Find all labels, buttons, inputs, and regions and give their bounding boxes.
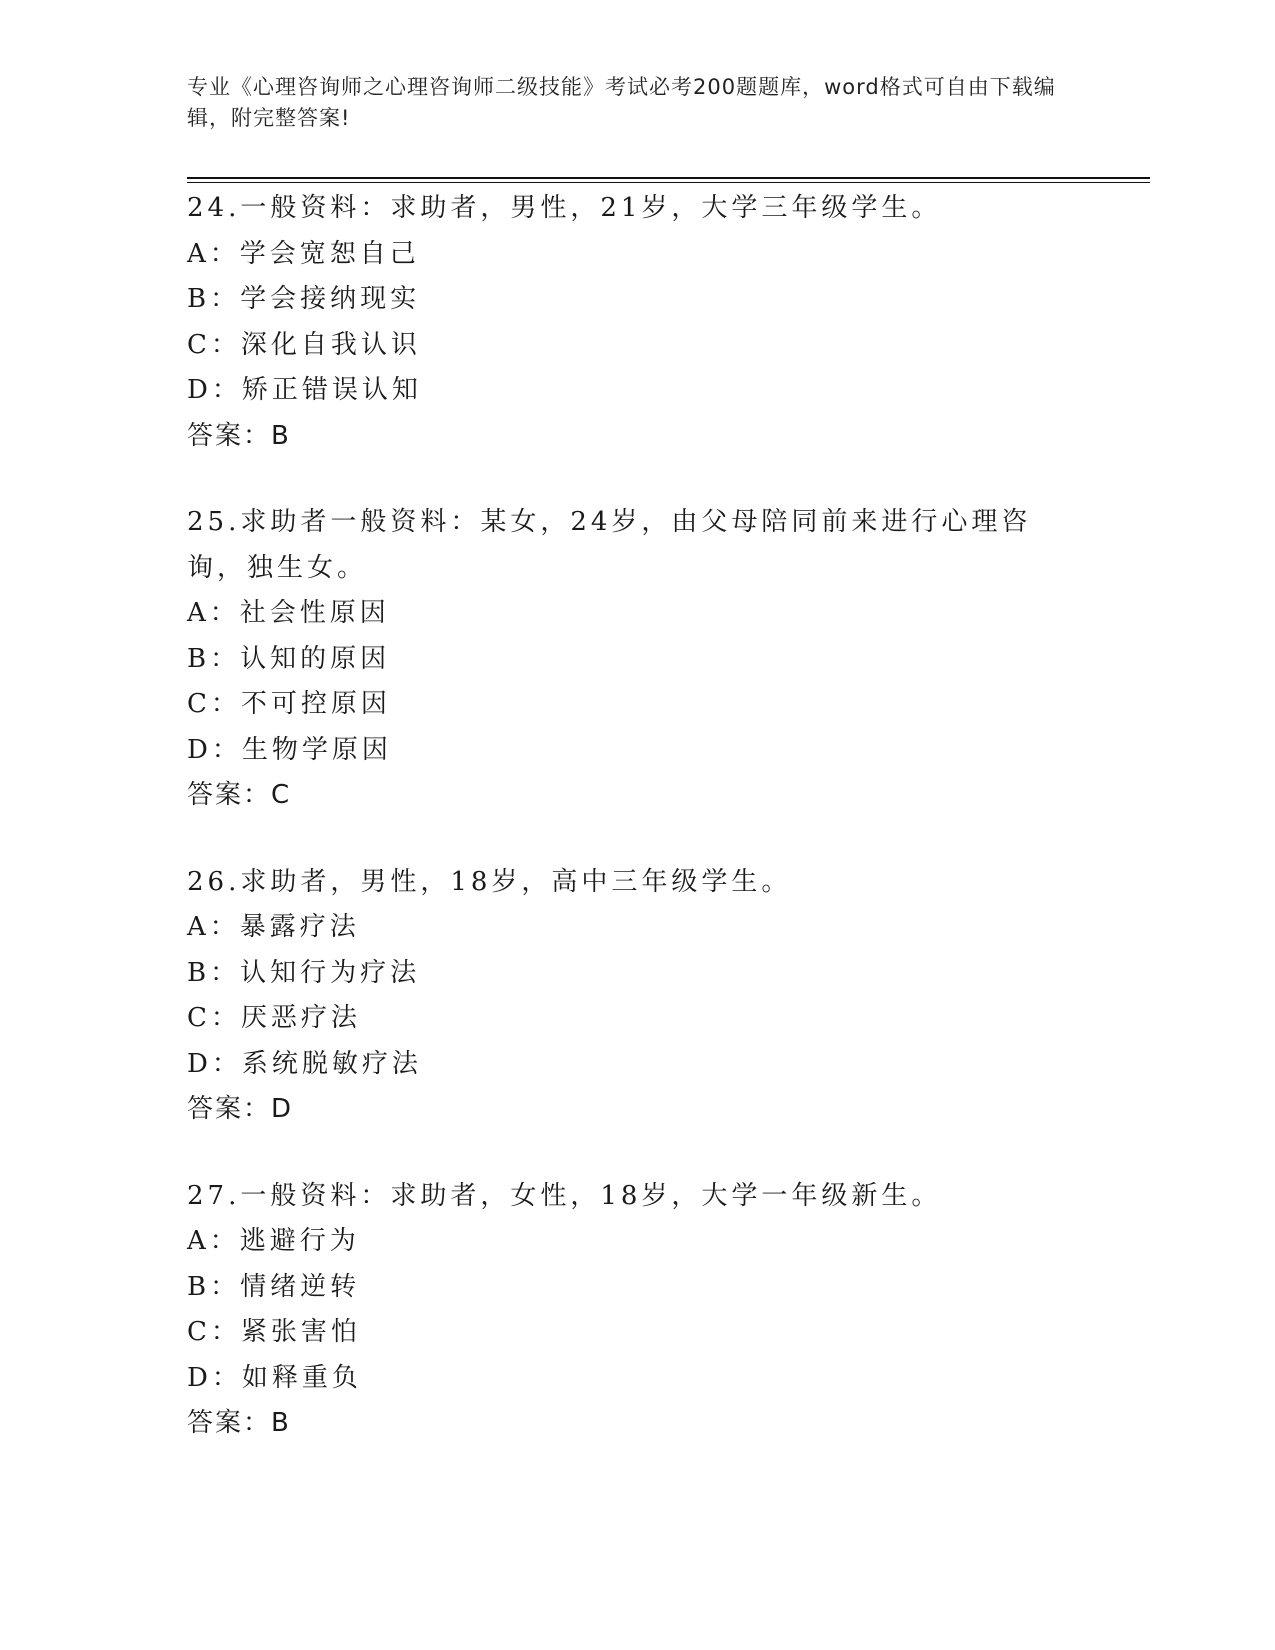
header-divider-thick bbox=[187, 177, 1150, 179]
header-divider-thin bbox=[187, 182, 1150, 183]
question-stem: 24.一般资料：求助者，男性，21岁，大学三年级学生。 bbox=[187, 193, 942, 223]
question-stem: 26.求助者，男性，18岁，高中三年级学生。 bbox=[187, 866, 792, 897]
option-a: A：学会宽恕自己 bbox=[187, 238, 420, 269]
question-stem: 27.一般资料：求助者，女性，18岁，大学一年级新生。 bbox=[187, 1180, 942, 1211]
document-header: 专业《心理咨询师之心理咨询师二级技能》考试必考200题题库，word格式可自由下载编辑，附完整答案! bbox=[187, 75, 1056, 130]
question-24 bbox=[187, 186, 1087, 459]
option-d: D：如释重负 bbox=[187, 1362, 362, 1393]
option-d: D：生物学原因 bbox=[187, 734, 392, 765]
option-d: D：矫正错误认知 bbox=[187, 375, 422, 405]
option-b: B：情绪逆转 bbox=[187, 1271, 361, 1302]
option-b: B：认知行为疗法 bbox=[187, 957, 421, 988]
option-c: C：不可控原因 bbox=[187, 689, 391, 719]
answer-label: 答案：B bbox=[187, 1408, 291, 1438]
option-a: A：逃避行为 bbox=[187, 1226, 360, 1256]
option-b: B：认知的原因 bbox=[187, 643, 391, 674]
option-b: B：学会接纳现实 bbox=[187, 284, 421, 314]
answer-label: 答案：D bbox=[187, 1094, 294, 1124]
question-25 bbox=[187, 500, 1087, 819]
answer-label: 答案：C bbox=[187, 780, 292, 810]
question-list bbox=[187, 186, 1087, 1488]
option-c: C：深化自我认识 bbox=[187, 329, 421, 360]
question-27 bbox=[187, 1174, 1087, 1447]
option-a: A：暴露疗法 bbox=[187, 912, 360, 942]
option-d: D：系统脱敏疗法 bbox=[187, 1048, 422, 1079]
question-stem: 25.求助者一般资料：某女，24岁，由父母陪同前来进行心理咨询，独生女。 bbox=[187, 507, 1032, 583]
option-c: C：厌恶疗法 bbox=[187, 1003, 361, 1033]
question-26 bbox=[187, 860, 1087, 1133]
answer-label: 答案：B bbox=[187, 420, 291, 451]
option-c: C：紧张害怕 bbox=[187, 1317, 361, 1347]
option-a: A：社会性原因 bbox=[187, 598, 390, 628]
